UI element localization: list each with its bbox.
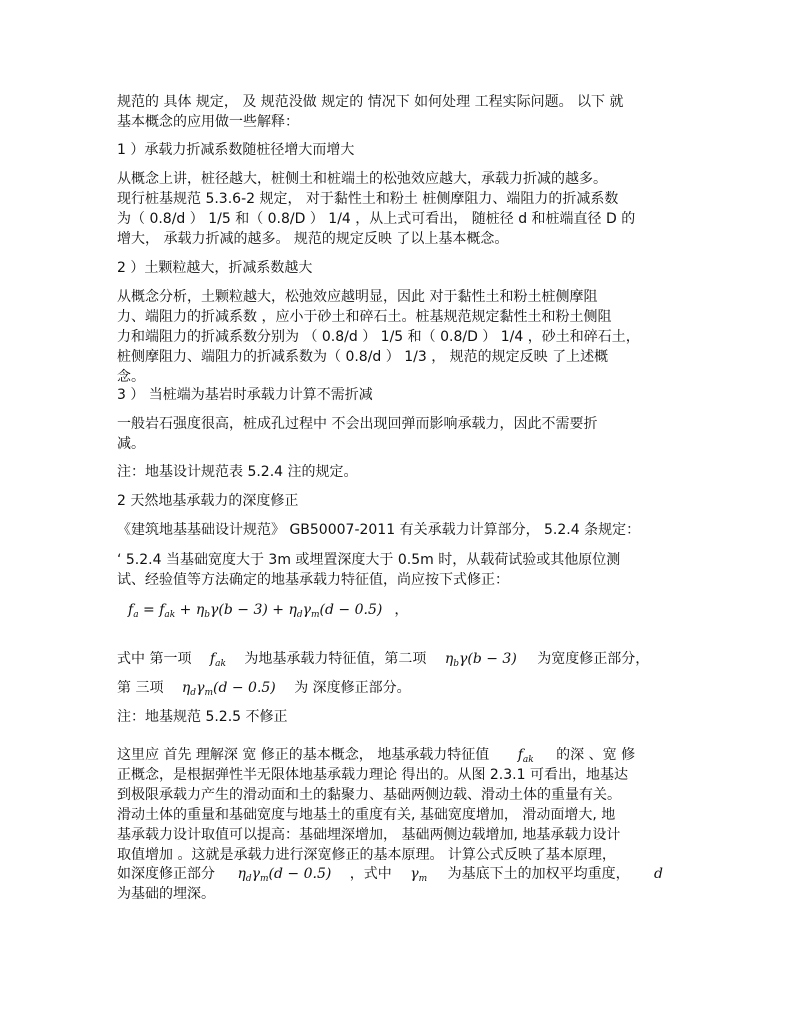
note-1: 注：地基设计规范表 5.2.4 注的规定。 [117,464,358,480]
text-line: 到极限承载力产生的滑动面和土的黏聚力、基础两侧边载、滑动土体的重量有关。 [117,787,621,803]
quote-paragraph [117,550,677,590]
explain-line-1: 式中 第一项 $f_{ak}$ 为地基承载力特征值，第二项 $\eta_b\gamma(b - 3)$ 为宽度修正部分， [117,651,650,669]
heading-2: 2 ）土颗粒越大，折减系数越大 [117,260,313,276]
heading-1: 1 ）承载力折减系数随桩径增大而增大 [117,142,355,158]
text-line: 桩侧摩阻力、端阻力的折减系数为（ 0.8/d ） 1/3 ， 规范的规定反映 了上述概 [117,349,609,365]
section-2-paragraph [117,287,677,387]
intro-paragraph [117,92,677,132]
text-line: 取值增加 。这就是承载力进行深宽修正的基本原理。 计算公式反映了基本原理， [117,847,616,863]
section-3-paragraph [117,414,677,454]
width-term: $\eta_b\gamma(b - 3)$ [444,651,517,669]
para-body [117,765,677,865]
text-line: ‘ 5.2.4 当基础宽度大于 3m 或埋置深度大于 0.5m 时，从载荷试验或其他原位测 [117,552,621,568]
text-line: 从概念上讲，桩径越大，桩侧土和桩端土的松弛效应越大，承载力折减的越多。 [117,171,607,187]
fak-symbol: $f_{ak}$ [517,747,534,765]
section-1-paragraph [117,169,677,249]
text-line: 力和端阻力的折减系数分别为 （ 0.8/d ） 1/5 和（ 0.8/D ） 1/4 ，砂土和碎石土， [117,329,640,345]
text-line: 为（ 0.8/d ） 1/5 和（ 0.8/D ） 1/4 ，从上式可看出， 随桩径 d 和桩端直径 D 的 [117,211,636,227]
text-line: 念。 [117,369,145,385]
text-line: 试、经验值等方法确定的地基承载力特征值，尚应按下式修正： [117,572,509,588]
d-symbol: d [654,866,664,882]
text-line: 基本概念的应用做一些解释： [117,114,299,130]
para-line-1: 这里应 首先 理解深 宽 修正的基本概念， 地基承载力特征值 $f_{ak}$ 的深 、宽 修 [117,747,636,765]
fak-symbol: $f_{ak}$ [209,651,226,669]
text-line: 滑动土体的重量和基础宽度与地基土的重度有关, 基础宽度增加， 滑动面增大, 地 [117,807,616,823]
para-line-7: 如深度修正部分 $\eta_d\gamma_m(d - 0.5)$ ，式中 $\gamma_m$ 为基底下土的加权平均重度， d [117,866,664,884]
note-2: 注：地基规范 5.2.5 不修正 [117,709,288,725]
section-title: 2 天然地基承载力的深度修正 [117,493,299,509]
gamma-m-symbol: $\gamma_m$ [410,866,428,884]
text-line: 规范的 具体 规定， 及 规范没做 规定的 情况下 如何处理 工程实际问题。 以下 就 [117,94,624,110]
text-line: 从概念分析，土颗粒越大，松弛效应越明显，因此 对于黏性土和粉土桩侧摩阻 [117,289,598,305]
code-reference: 《建筑地基基础设计规范》 GB50007-2011 有关承载力计算部分， 5.2.4 条规定： [117,522,641,538]
text-line: 力、端阻力的折减系数 ，应小于砂土和碎石土。桩基规范规定黏性土和粉土侧阻 [117,309,612,325]
text-line: 减。 [117,436,145,452]
text-line: 现行桩基规范 5.3.6-2 规定， 对于黏性土和粉土 桩侧摩阻力、端阻力的折减系数 [117,191,619,207]
depth-term: $\eta_d\gamma_m(d - 0.5)$ [181,680,276,698]
heading-3: 3 ） 当桩端为基岩时承载力计算不需折减 [117,387,373,403]
text-line: 基承载力设计取值可以提高：基础埋深增加， 基础两侧边载增加, 地基承载力设计 [117,827,621,843]
formula: $f_a = f_{ak} + \eta_b\gamma(b - 3) + \eta_d\gamma_m(d - 0.5)$ ， [128,602,409,620]
text-line: 正概念，是根据弹性半无限体地基承载力理论 得出的。从图 2.3.1 可看出，地基达 [117,767,628,783]
explain-line-2: 第 三项 $\eta_d\gamma_m(d - 0.5)$ 为 深度修正部分。 [117,680,411,698]
text-line: 增大， 承载力折减的越多。 规范的规定反映 了以上基本概念。 [117,231,509,247]
depth-term: $\eta_d\gamma_m(d - 0.5)$ [237,866,332,884]
text-line: 一般岩石强度很高，桩成孔过程中 不会出现回弹而影响承载力，因此不需要折 [117,416,598,432]
para-line-8: 为基础的埋深。 [117,886,215,902]
